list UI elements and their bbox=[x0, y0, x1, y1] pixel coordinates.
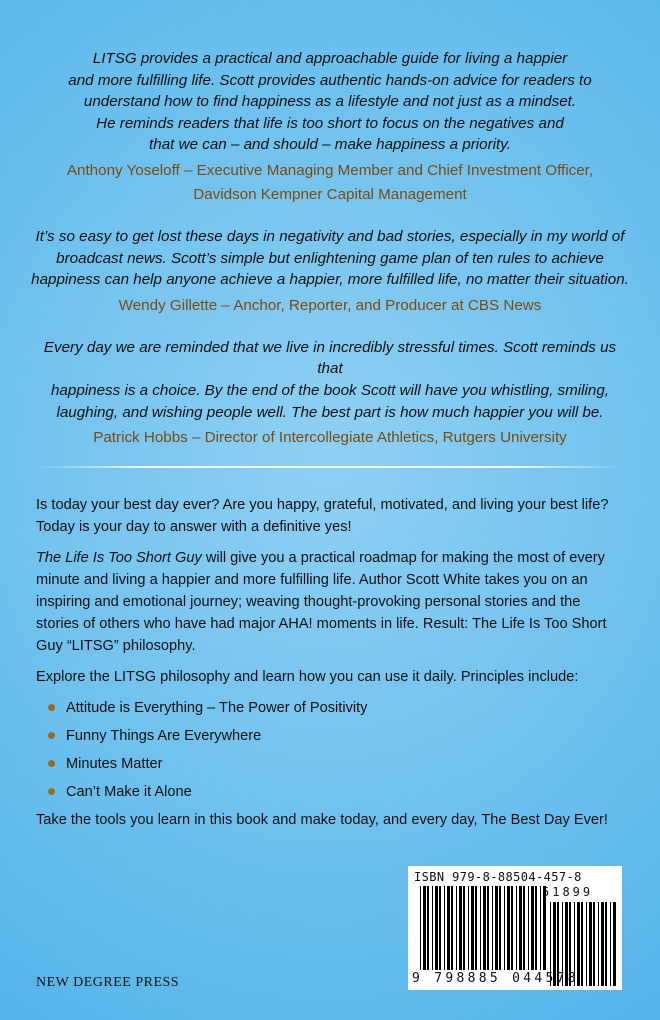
barcode-bar bbox=[601, 902, 604, 986]
barcode-bar bbox=[451, 886, 453, 970]
barcode-bar bbox=[447, 886, 450, 970]
barcode-bar bbox=[511, 886, 513, 970]
book-title: The Life Is Too Short Guy bbox=[36, 550, 202, 566]
principle-text: Can’t Make it Alone bbox=[66, 784, 192, 800]
isbn-number: ISBN 979-8-88504-457-8 bbox=[414, 870, 582, 884]
barcode-bar bbox=[531, 886, 534, 970]
principle-text: Attitude is Everything – The Power of Positivity bbox=[66, 700, 368, 716]
barcode-bar bbox=[504, 886, 505, 970]
principle-item bbox=[36, 725, 626, 747]
principle-text: Minutes Matter bbox=[66, 756, 163, 772]
barcode-bar bbox=[459, 886, 462, 970]
barcode-bar bbox=[516, 886, 517, 970]
barcode-bar bbox=[586, 902, 587, 986]
barcode-bar bbox=[471, 886, 474, 970]
ean-number: 9 798885 044578 bbox=[412, 971, 579, 986]
principles-list bbox=[36, 697, 626, 803]
endorsement-attribution: Wendy Gillette – Anchor, Reporter, and Producer at CBS News bbox=[118, 296, 542, 314]
section-divider bbox=[36, 466, 624, 468]
barcode-bar bbox=[605, 902, 607, 986]
barcode-bar bbox=[480, 886, 481, 970]
bullet-icon bbox=[48, 732, 55, 739]
endorsement-quote: LITSG provides a practical and approachable guide for living a happier and more fulfilling life. Scott provides authentic hands-on advice for readers to understand how to find happiness as a lifestyle and not just as a mindset. He reminds readers that life is too short to focus on the negatives and that we can – and should – make happiness a priority. bbox=[68, 50, 592, 154]
barcode-bar bbox=[439, 886, 441, 970]
barcode-bar bbox=[444, 886, 445, 970]
principle-item bbox=[36, 753, 626, 775]
barcode-bar bbox=[475, 886, 477, 970]
barcode-bar bbox=[528, 886, 529, 970]
barcode-bar bbox=[523, 886, 525, 970]
barcode-bar bbox=[540, 886, 541, 970]
endorsement-attribution: Patrick Hobbs – Director of Intercollegiate Athletics, Rutgers University bbox=[93, 429, 567, 447]
barcode-bar bbox=[463, 886, 465, 970]
endorsements bbox=[30, 48, 630, 469]
endorsement-3 bbox=[30, 337, 630, 450]
barcode-bar bbox=[483, 886, 486, 970]
barcode-bar bbox=[456, 886, 457, 970]
endorsement-2 bbox=[30, 226, 630, 318]
bullet-icon bbox=[48, 788, 55, 795]
principle-item bbox=[36, 781, 626, 803]
barcode-bar bbox=[507, 886, 510, 970]
principle-text: Funny Things Are Everywhere bbox=[66, 728, 262, 744]
barcode-bar bbox=[519, 886, 522, 970]
endorsement-quote: Every day we are reminded that we live in incredibly stressful times. Scott reminds us that happiness is a choice. By the end of the book Scott will have you whistling, smiling, laughing, and wishing people well. The best part is how much happier you will be. bbox=[43, 338, 617, 421]
isbn-barcode bbox=[408, 866, 622, 990]
publisher-name: NEW DEGREE PRESS bbox=[36, 975, 180, 990]
endorsement-attribution: Anthony Yoseloff – Executive Managing Member and Chief Investment Officer, Davidson Kempner Capital Management bbox=[66, 161, 594, 203]
barcode-bar bbox=[589, 902, 592, 986]
barcode-bar bbox=[432, 886, 433, 970]
endorsement-1 bbox=[30, 48, 630, 207]
barcode-bar bbox=[581, 902, 583, 986]
endorsement-quote: It’s so easy to get lost these days in negativity and bad stories, especially in my world of broadcast news. Scott’s simple but enlightening game plan of ten rules to achieve happiness can help anyone achieve a happier, more fulfilled life, no matter their situation. bbox=[31, 227, 629, 289]
barcode-bar bbox=[495, 886, 498, 970]
barcode-bar bbox=[420, 886, 421, 970]
bullet-icon bbox=[48, 704, 55, 711]
barcode-bar bbox=[598, 902, 599, 986]
principle-item bbox=[36, 697, 626, 719]
barcode-bar bbox=[423, 886, 426, 970]
barcode-bar bbox=[427, 886, 429, 970]
price-addon-number: 51899 bbox=[542, 885, 594, 899]
barcode-bar bbox=[468, 886, 469, 970]
description-summary bbox=[36, 547, 626, 657]
description-intro: Is today your best day ever? Are you happy, grateful, motivated, and living your best life? Today is your day to answer with a definitive yes! bbox=[36, 497, 609, 535]
barcode-bar bbox=[492, 886, 493, 970]
barcode-bar bbox=[610, 902, 611, 986]
principles-intro: Explore the LITSG philosophy and learn how you can use it daily. Principles include: bbox=[36, 669, 579, 685]
barcode-bar bbox=[593, 902, 595, 986]
bullet-icon bbox=[48, 760, 55, 767]
barcode-bar bbox=[535, 886, 537, 970]
barcode-bar bbox=[613, 902, 616, 986]
summary-text: will give you a practical roadmap for making the most of every minute and living a happier and more fulfilling life. Author Scott White takes you on an inspiring and emotional journey; weaving thought-provoking personal stories and the stories of others who have had major AHA! moments in life. Result: The Life Is Too Short Guy “LITSG” philosophy. bbox=[36, 550, 607, 654]
barcode-bar bbox=[487, 886, 489, 970]
barcode-bar bbox=[499, 886, 501, 970]
book-description bbox=[36, 494, 626, 840]
description-closing: Take the tools you learn in this book and make today, and every day, The Best Day Ever! bbox=[36, 812, 608, 828]
barcode-bar bbox=[435, 886, 438, 970]
